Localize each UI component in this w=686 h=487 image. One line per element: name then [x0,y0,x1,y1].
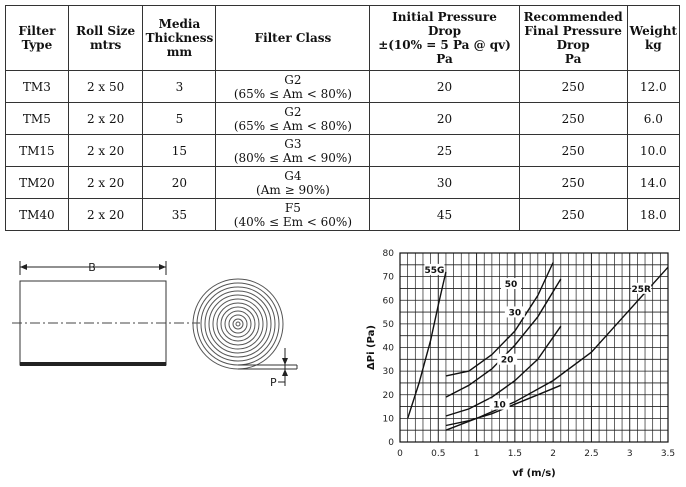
filter-class-line: (Am ≥ 90%) [256,182,330,197]
weight-cell: 6.0 [627,103,679,135]
roll-size-cell: 2 x 20 [68,167,143,199]
y-tick-label: 60 [382,296,394,307]
roll-size-cell: 2 x 20 [68,135,143,167]
header-line: ±(10% = 5 Pa @ qv) [378,38,511,52]
filter-type-cell: TM40 [6,199,69,231]
x-tick-label: 2 [550,449,557,459]
table-body [6,71,680,231]
header-roll-size [68,6,143,71]
filter-class-line: (40% ≤ Em < 60%) [233,214,353,229]
weight-cell: 18.0 [627,199,679,231]
table-row [6,167,680,199]
y-tick-label: 20 [382,390,394,401]
filter-class-line: (65% ≤ Am < 80%) [233,118,352,133]
header-filter-type [6,6,69,71]
pressure-drop-chart [356,240,684,485]
filter-type-cell: TM3 [6,71,69,103]
header-line: Recommended [523,10,623,24]
header-line: kg [644,38,662,52]
initial-pressure-cell: 45 [370,199,519,231]
filter-class-line: F5 [284,200,301,215]
header-line: Filter Class [254,31,332,45]
final-pressure-cell: 250 [519,199,627,231]
table-row [6,199,680,231]
filter-type-cell: TM20 [6,167,69,199]
header-line: Drop [556,38,590,52]
filter-class-line: G2 [284,104,302,119]
header-line: mtrs [89,38,122,52]
y-tick-label: 40 [382,343,394,354]
filter-type-cell: TM15 [6,135,69,167]
final-pressure-cell: 250 [519,167,627,199]
header-line: Initial Pressure [392,10,497,24]
filter-class-cell [216,103,370,135]
y-tick-label: 50 [382,319,394,330]
y-axis-label: ΔPi (Pa) [366,325,377,370]
series-line-30 [446,279,561,397]
thickness-cell: 5 [143,103,216,135]
series-label: 20 [500,355,514,366]
x-axis-label: vf (m/s) [512,468,556,479]
final-pressure-cell: 250 [519,103,627,135]
series-label: 55G [424,265,445,276]
filter-type-cell: TM5 [6,103,69,135]
header-weight [627,6,679,71]
filter-class-cell [216,135,370,167]
header-line: Drop [427,24,462,38]
roll-size-cell: 2 x 20 [68,199,143,231]
filter-roll-drawing [0,240,350,390]
filter-class-line: (65% ≤ Am < 80%) [233,86,352,101]
final-pressure-cell: 250 [519,71,627,103]
thickness-cell: 20 [143,167,216,199]
y-tick-label: 10 [382,414,394,425]
filter-class-line: G2 [284,72,302,87]
header-line: Media [158,17,201,31]
y-tick-label: 70 [382,272,394,283]
header-line: Roll Size [76,24,136,38]
filter-class-cell [216,71,370,103]
weight-cell: 10.0 [627,135,679,167]
header-final-pressure [519,6,627,71]
header-line: mm [166,45,193,59]
y-tick-label: 80 [382,249,394,259]
series-label: 30 [508,308,522,319]
x-tick-label: 3.5 [660,449,676,459]
initial-pressure-cell: 25 [370,135,519,167]
thickness-cell: 15 [143,135,216,167]
table-row [6,135,680,167]
header-line: Weight [629,24,677,38]
y-tick-label: 0 [388,438,394,448]
header-line: Pa [436,52,453,66]
header-line: Thickness [145,31,214,45]
initial-pressure-cell: 20 [370,103,519,135]
header-line: Final Pressure [524,24,622,38]
series-label: 25R [631,284,651,295]
thickness-cell: 3 [143,71,216,103]
series-label: 10 [493,400,506,411]
table-header-row [6,6,680,71]
series-line-55G [408,272,446,419]
header-filter-class [216,6,370,71]
header-initial-pressure [370,6,519,71]
header-media-thickness [143,6,216,71]
table-row [6,71,680,103]
weight-cell: 12.0 [627,71,679,103]
roll-size-cell: 2 x 20 [68,103,143,135]
header-line: Type [21,38,53,52]
thickness-label-p: P [270,376,277,389]
filter-spec-table [5,5,680,231]
series-label: 50 [504,280,518,291]
roll-end-view [193,279,283,369]
header-line: Pa [564,52,582,66]
width-label-b: B [88,261,96,274]
y-tick-label: 30 [382,367,394,378]
filter-class-cell [216,199,370,231]
header-line: Filter [18,24,56,38]
filter-class-line: (80% ≤ Am < 90%) [233,150,352,165]
x-tick-label: 0 [397,449,403,459]
roll-size-cell: 2 x 50 [68,71,143,103]
initial-pressure-cell: 30 [370,167,519,199]
x-tick-label: 1.5 [507,449,523,459]
filter-class-line: G3 [284,136,302,151]
table-row [6,103,680,135]
x-tick-label: 0.5 [431,449,446,459]
thickness-cell: 35 [143,199,216,231]
filter-class-line: G4 [284,168,302,183]
initial-pressure-cell: 20 [370,71,519,103]
filter-class-cell [216,167,370,199]
final-pressure-cell: 250 [519,135,627,167]
x-tick-label: 3 [626,449,633,459]
x-tick-label: 1 [473,449,480,459]
weight-cell: 14.0 [627,167,679,199]
x-tick-label: 2.5 [584,449,599,459]
